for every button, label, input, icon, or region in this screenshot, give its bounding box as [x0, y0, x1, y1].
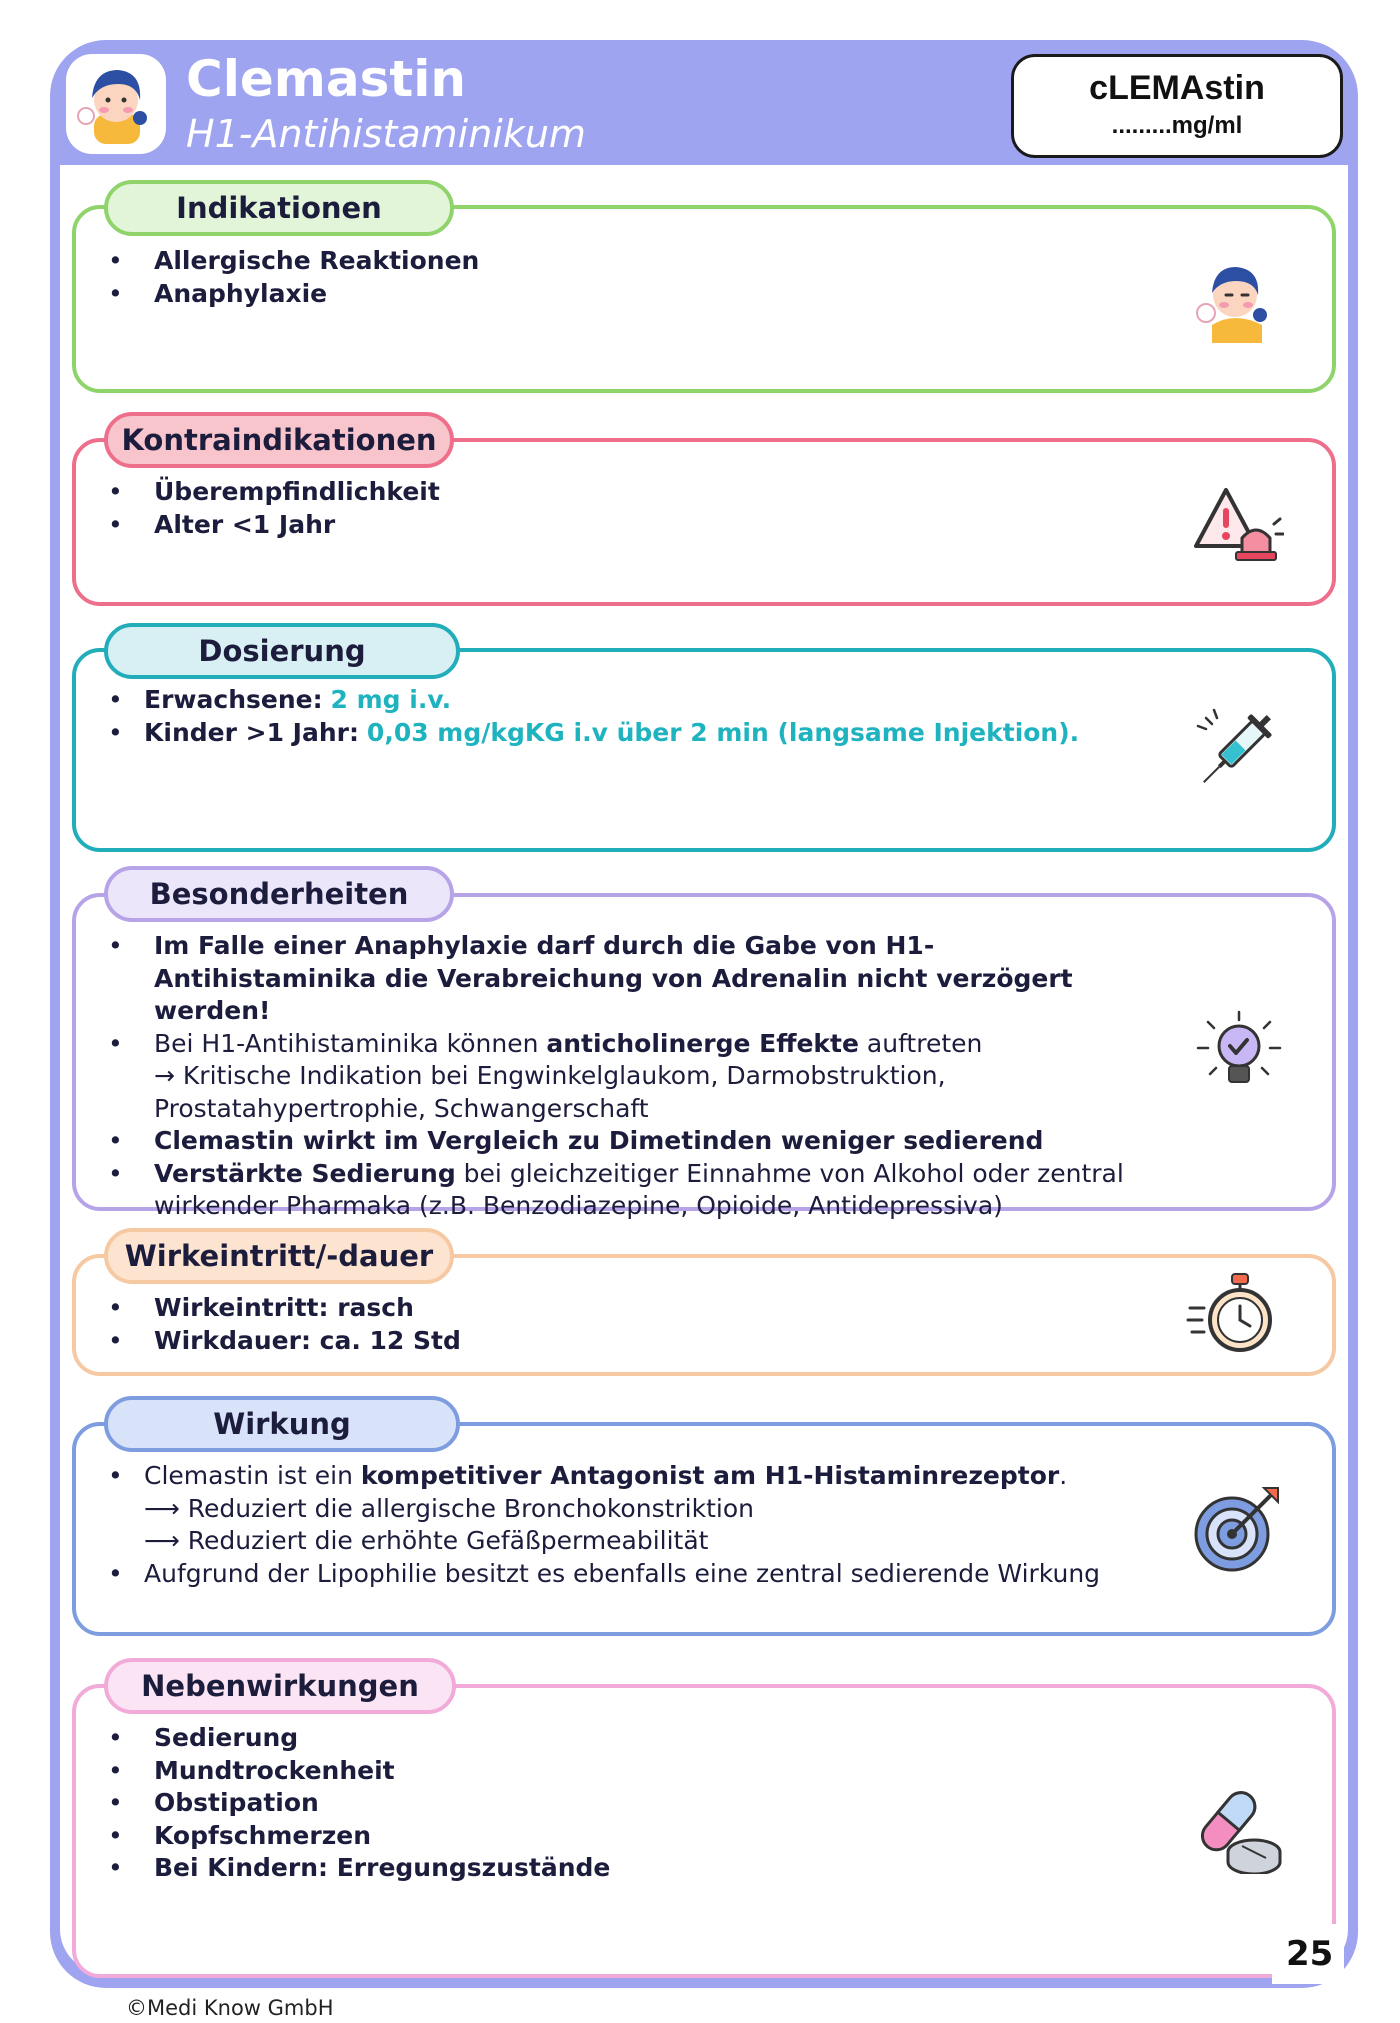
wirkung-item1-post: . [1059, 1461, 1068, 1490]
stopwatch-icon [1186, 1268, 1278, 1364]
list-item: • Kopfschmerzen [108, 1820, 610, 1853]
tab-indikationen: Indikationen [104, 180, 454, 236]
list-item: • Mundtrockenheit [108, 1755, 610, 1788]
besonderheiten-item4-post: bei gleichzeitiger Einnahme von Alkohol oder zentral wirkender Pharmaka (z.B. Benzodiazepine, Opioide, Antidepressiva) [154, 1158, 1124, 1220]
wirkeintritt-list [108, 1292, 461, 1357]
sneezing-child-icon [1190, 255, 1280, 349]
page-subtitle: H1-Antihistaminikum [186, 112, 586, 156]
list-item: • Wirkdauer: ca. 12 Std [108, 1325, 461, 1358]
pills-icon [1192, 1782, 1284, 1878]
tab-kontraindikationen: Kontraindikationen [104, 412, 454, 468]
list-item: • Wirkeintritt: rasch [108, 1292, 461, 1325]
nebenwirkungen-list [108, 1722, 610, 1885]
tab-wirkung: Wirkung [104, 1396, 460, 1452]
besonderheiten-item2-line2: → Kritische Indikation bei Engwinkelglaukom, Darmobstruktion, Prostatahypertrophie, Schwangerschaft [154, 1061, 946, 1123]
dosage-adult-label: Erwachsene: [144, 685, 323, 714]
list-item [108, 717, 1079, 750]
list-item [108, 1028, 1128, 1126]
list-item: • Obstipation [108, 1787, 610, 1820]
besonderheiten-item2-post: auftreten [858, 1028, 983, 1058]
list-item [108, 684, 1079, 717]
besonderheiten-item2-pre: Bei H1-Antihistaminika können [154, 1028, 547, 1058]
page-number: 25 [1286, 1934, 1334, 1974]
list-item: • Allergische Reaktionen [108, 245, 479, 278]
dosage-child-value: 0,03 mg/kgKG i.v über 2 min (langsame Injektion). [366, 717, 1080, 747]
lightbulb-icon [1194, 1008, 1284, 1102]
wirkung-list [108, 1460, 1148, 1590]
list-item: • Alter <1 Jahr [108, 509, 440, 542]
logo-icon [66, 54, 166, 154]
wirkung-item1-line2: ⟶ Reduziert die allergische Bronchokonstriktion [144, 1493, 754, 1523]
list-item: • Im Falle einer Anaphylaxie darf durch die Gabe von H1-Antihistaminika die Verabreichung von Adrenalin nicht verzögert werden! [108, 930, 1128, 1028]
wirkung-item1-line3: ⟶ Reduziert die erhöhte Gefäßpermeabilität [144, 1526, 709, 1555]
syringe-icon [1192, 704, 1282, 798]
tab-wirkeintritt: Wirkeintritt/-dauer [104, 1228, 454, 1284]
copyright: ©Medi Know GmbH [126, 1996, 334, 2020]
besonderheiten-list [108, 930, 1128, 1223]
list-item: • Anaphylaxie [108, 278, 479, 311]
dosierung-list [108, 684, 1079, 749]
dosage-child-label: Kinder >1 Jahr: [144, 717, 359, 747]
tab-dosierung: Dosierung [104, 623, 460, 679]
wirkung-item1-bold: kompetitiver Antagonist am H1-Histaminrezeptor [360, 1461, 1060, 1490]
label-drug-name: cLEMAstin [1089, 69, 1265, 107]
besonderheiten-item2-bold: anticholinerge Effekte [546, 1028, 859, 1058]
tab-nebenwirkungen: Nebenwirkungen [104, 1658, 456, 1714]
indikationen-list [108, 245, 479, 310]
target-icon [1192, 1482, 1284, 1578]
besonderheiten-item4-bold: Verstärkte Sedierung [154, 1158, 456, 1188]
list-item [108, 1460, 1148, 1558]
wirkung-item1-pre: Clemastin ist ein [144, 1461, 361, 1490]
label-dose-field: .........mg/ml [1111, 112, 1243, 139]
list-item: • Clemastin wirkt im Vergleich zu Dimetinden weniger sedierend [108, 1125, 1128, 1158]
list-item: • Überempfindlichkeit [108, 476, 440, 509]
list-item: • Bei Kindern: Erregungszustände [108, 1852, 610, 1885]
list-item [108, 1158, 1128, 1223]
kontraindikationen-list [108, 476, 440, 541]
syringe-label-box [1011, 54, 1343, 158]
list-item: • Sedierung [108, 1722, 610, 1755]
page-title: Clemastin [186, 50, 466, 108]
warning-siren-icon [1192, 484, 1284, 566]
tab-besonderheiten: Besonderheiten [104, 866, 454, 922]
list-item: • Aufgrund der Lipophilie besitzt es ebenfalls eine zentral sedierende Wirkung [108, 1558, 1148, 1591]
dosage-adult-value: 2 mg i.v. [330, 685, 452, 714]
